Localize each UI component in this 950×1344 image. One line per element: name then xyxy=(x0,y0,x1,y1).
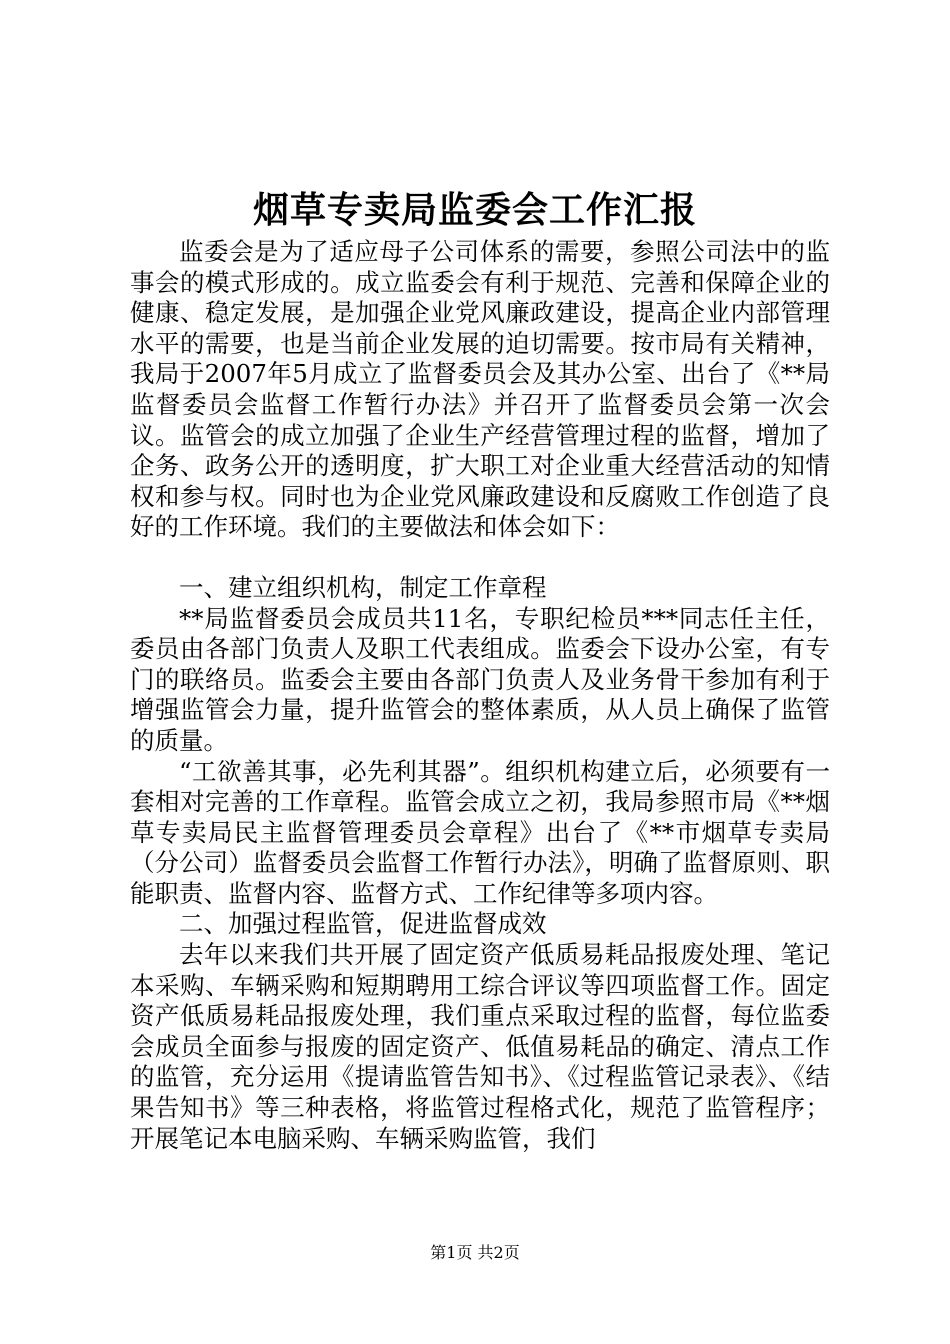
page-footer: 第1页 共2页 xyxy=(430,1243,520,1262)
section-heading-1: 一、建立组织机构，制定工作章程 xyxy=(179,572,547,602)
body-paragraph: **局监督委员会成员共11名，专职纪检员***同志任主任，委员由各部门负责人及职工代表组成。监委会下设办公室，有专门的联络员。监委会主要由各部门负责人及业务骨干参加有利于增强监管会力量，提升监管会的整体素质，从人员上确保了监管的质量。 xyxy=(130,603,830,755)
body-paragraph: 去年以来我们共开展了固定资产低质易耗品报废处理、笔记本采购、车辆采购和短期聘用工综合评议等四项监督工作。固定资产低质易耗品报废处理，我们重点采取过程的监督，每位监委会成员全面参与报废的固定资产、低值易耗品的确定、清点工作的监管，充分运用《提请监管告知书》、《过程监管记录表》、《结果告知书》等三种表格，将监管过程格式化，规范了监管程序；开展笔记本电脑采购、车辆采购监管，我们 xyxy=(130,940,830,1153)
intro-paragraph: 监委会是为了适应母子公司体系的需要，参照公司法中的监事会的模式形成的。成立监委会有利于规范、完善和保障企业的健康、稳定发展，是加强企业党风廉政建设，提高企业内部管理水平的需要，也是当前企业发展的迫切需要。按市局有关精神，我局于2007年5月成立了监督委员会及其办公室、出台了《**局监督委员会监督工作暂行办法》并召开了监督委员会第一次会议。监管会的成立加强了企业生产经营管理过程的监督，增加了企务、政务公开的透明度，扩大职工对企业重大经营活动的知情权和参与权。同时也为企业党风廉政建设和反腐败工作创造了良好的工作环境。我们的主要做法和体会如下： xyxy=(130,237,830,542)
document-body xyxy=(130,237,830,1154)
document-title: 烟草专卖局监委会工作汇报 xyxy=(252,189,697,231)
section-heading-2: 二、加强过程监管，促进监督成效 xyxy=(179,909,547,939)
body-paragraph: “工欲善其事，必先利其器”。组织机构建立后，必须要有一套相对完善的工作章程。监管会成立之初，我局参照市局《**烟草专卖局民主监督管理委员会章程》出台了《**市烟草专卖局（分公司）监督委员会监督工作暂行办法》，明确了监督原则、职能职责、监督内容、监督方式、工作纪律等多项内容。 xyxy=(130,756,830,908)
